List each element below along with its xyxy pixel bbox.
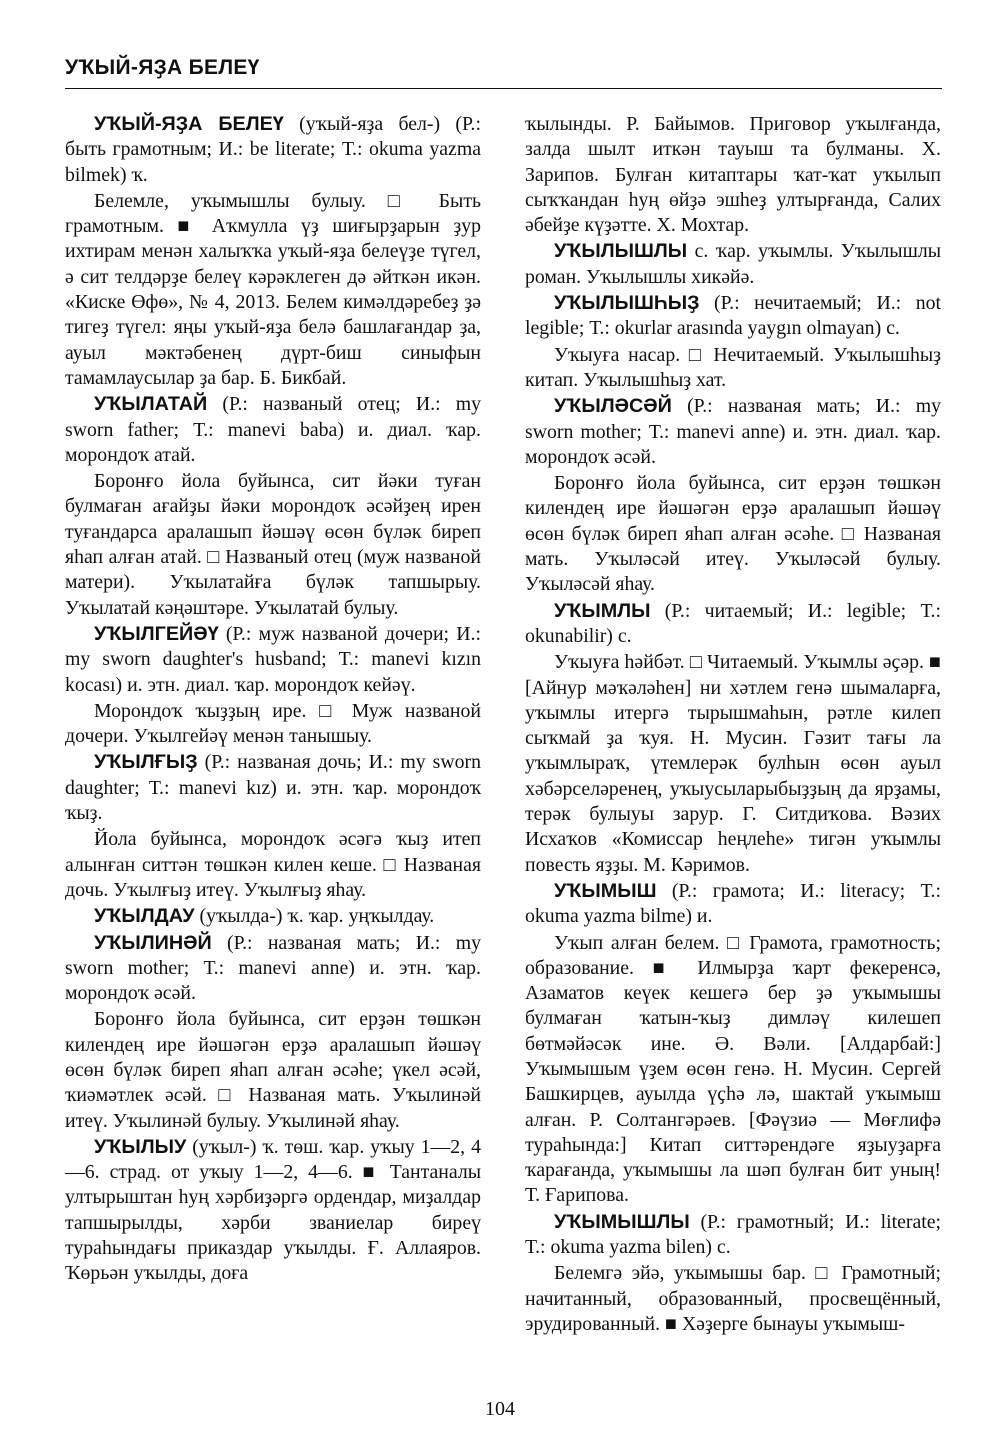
left-column — [65, 112, 481, 1287]
definition-paragraph: Уҡыуға насар. □ Нечитаемый. Уҡылышһыҙ китап. Уҡылышһыҙ хат. — [525, 343, 941, 391]
entry-uqylatay: УҠЫЛАТАЙ (Р.: названый отец; И.: my sworn father; Т.: manevi baba) и. диал. ҡар. морондоҡ атай. — [65, 393, 481, 466]
header-rule — [65, 88, 942, 89]
entry-uqylesey: УҠЫЛӘСӘЙ (Р.: названая мать; И.: my sworn mother; Т.: manevi anne) и. этн. диал. ҡар. морондоҡ әсәй. — [525, 395, 941, 468]
entry-uqymysh: УҠЫМЫШ (Р.: грамота; И.: literacy; Т.: okuma yazma bilme) и. — [525, 879, 941, 928]
entry-uqylyu: УҠЫЛЫУ (уҡыл-) ҡ. төш. ҡар. уҡыу 1—2, 4—6. страд. от уҡыу 1—2, 4—6. ■ Тантаналы ултырыштан һуң хәрбиҙәргә ордендар, миҙалдар тапшырылды, хәрби званиелар биреү тураһындағы приказдар уҡылды. Ғ. Аллаяров. Ҡөрьән уҡылды, доға — [65, 1135, 481, 1285]
entry-uqylyshly: УҠЫЛЫШЛЫ с. ҡар. уҡымлы. Уҡылышлы роман. Уҡылышлы хикәйә. — [525, 240, 941, 288]
entry-uqylinay: УҠЫЛИНӘЙ (Р.: названая мать; И.: my sworn mother; Т.: manevi anne) и. этн. ҡар. морондоҡ әсәй. — [65, 931, 481, 1005]
definition-paragraph: Йола буйынса, морондоҡ әсәгә ҡыҙ итеп алынған ситтән төшкән килен кеше. □ Названая дочь. Уҡылғыҙ итеү. Уҡылғыҙ яһау. — [65, 828, 481, 901]
definition-paragraph: Боронғо йола буйынса, сит ерҙән төшкән килендең ире йәшәгән ерҙә аралашып йәшәү өсөн бүләк биреп яһап алған әсәһе. □ Названая мать. Уҡыләсәй итеү. Уҡыләсәй булыу. Уҡыләсәй яһау. — [525, 472, 941, 596]
entry-uqylgyz: УҠЫЛҒЫҘ (Р.: названая дочь; И.: my sworn daughter; Т.: manevi kız) и. этн. ҡар. морондоҡ ҡыҙ. — [65, 751, 481, 825]
entry-uqylyshhyz: УҠЫЛЫШҺЫҘ (Р.: нечитаемый; И.: not legible; Т.: okurlar arasında yaygın olmayan) с. — [525, 292, 941, 340]
definition-paragraph: Боронғо йола буйынса, сит йәки туған булмаған ағайҙы йәки морондоҡ әсәйҙең ирен туғандарса аралашып йәшәү өсөн бүләк биреп яһап алған атай. □ Названый отец (муж названой матери). Уҡылатайға бүләк тапшырыу. Уҡылатай кәңәштәре. Уҡылатай булыу. — [65, 470, 481, 619]
right-column — [525, 112, 941, 1337]
definition-paragraph: Белемгә эйә, уҡымышы бар. □ Грамотный; начитанный, образованный, просвещённый, эрудированный. ■ Хәҙерге бынауы уҡымыш- — [525, 1262, 941, 1335]
definition-paragraph: Боронғо йола буйынса, сит ерҙән төшкән килендең ире йәшәгән ерҙә аралашып йәшәү өсөн бүләк биреп яһап алған әсәһе; үкел әсәй, ҡиәмәтлек әсәй. □ Названая мать. Уҡылинәй итеү. Уҡылинәй булыу. Уҡылинәй яһау. — [65, 1008, 481, 1132]
entry-uqyldau: УҠЫЛДАУ (уҡылда-) ҡ. ҡар. уңҡылдау. — [94, 905, 435, 928]
continued-paragraph: ҡылынды. Р. Байымов. Приговор уҡылғанда, залда шылт иткән тауыш та булманы. Х. Зарипов. Булған китаптары ҡат-ҡат уҡылып сыҡҡандан һуң өйҙә эшһеҙ ултырғанда, Салих әбейҙе күҙәтте. Х. Мохтар. — [525, 113, 941, 237]
entry-uqylgeyeu: УҠЫЛГЕЙӘҮ (Р.: муж названой дочери; И.: my sworn daughter's husband; Т.: manevi kızın kocası) и. этн. диал. ҡар. морондоҡ кейәү. — [65, 622, 481, 696]
running-head: УҠЫЙ-ЯҘА БЕЛЕҮ — [65, 56, 260, 79]
entry-uqymyshly: УҠЫМЫШЛЫ (Р.: грамотный; И.: literate; Т.: okuma yazma bilen) с. — [525, 1210, 941, 1259]
definition-paragraph: Белемле, уҡымышлы булыу. □ Быть грамотным. ■ Аҡмулла үҙ шиғырҙарын ҙур ихтирам менән халыҡҡа уҡый-яҙа белеүҙе түгел, ә сит телдәрҙе белеү кәрәклеген дә әйткән икән. «Киске Өфө», № 4, 2013. Белем кимәлдәребеҙ ҙә тигеҙ түгел: яңы уҡый-яҙа белә башлағандар ҙа, ауыл мәктәбенең дүрт-биш синыфын тамамлаусылар ҙа бар. Б. Бикбай. — [65, 189, 481, 389]
entry-uqyj-yaza-beleu: УҠЫЙ-ЯҘА БЕЛЕҮ (уҡый-яҙа бел-) (Р.: быть грамотным; И.: be literate; Т.: okuma yazma bilmek) ҡ. — [65, 113, 481, 186]
definition-paragraph: Уҡыуға һәйбәт. □ Читаемый. Уҡымлы әҫәр. ■ [Айнур мәҡәләһен] ни хәтлем генә шымаларға, уҡымлы итергә тырышмаһын, рәтле килеп сыҡмай ҙа ҡуя. Н. Мусин. Гәзит тағы ла уҡымлыраҡ, үтемлерәк булһын өсөн ауыл хәбәрселәренең, уҡыусыларыбыҙҙың да ярҙамы, терәк булыуы зарур. Г. Ситдиҡова. Вәзих Исхаҡов «Комиссар һеңлеһе» тигән уҡымлы повесть яҙҙы. М. Кәримов. — [525, 651, 941, 876]
page-number: 104 — [485, 1398, 515, 1420]
definition-paragraph: Морондоҡ ҡыҙҙың ире. □ Муж названой дочери. Уҡылгейәү менән танышыу. — [65, 699, 481, 748]
definition-paragraph: Уҡып алған белем. □ Грамота, грамотность; образование. ■ Илмырҙа ҡарт фекеренсә, Азаматов кеүек кешегә бер ҙә уҡымышы булмаған ҡатын-ҡыҙ димләү килешеп бөтмәйәсәк ине. Ә. Вәли. [Алдарбай:] Уҡымышым үҙем өсөн генә. Н. Мусин. Сергей Башкирцев, ауылда үҫһә лә, шактай уҡымыш алған. Р. Солтангәрәев. [Фәүзиә — Мөғлифә тураһында:] Китап ситтәрендәге яҙыуҙарға ҡарағанда, уҡымышы ла шәп булған бит уның! Т. Ғарипова. — [525, 931, 941, 1207]
entry-uqymly: УҠЫМЛЫ (Р.: читаемый; И.: legible; Т.: okunabilir) с. — [525, 599, 941, 647]
